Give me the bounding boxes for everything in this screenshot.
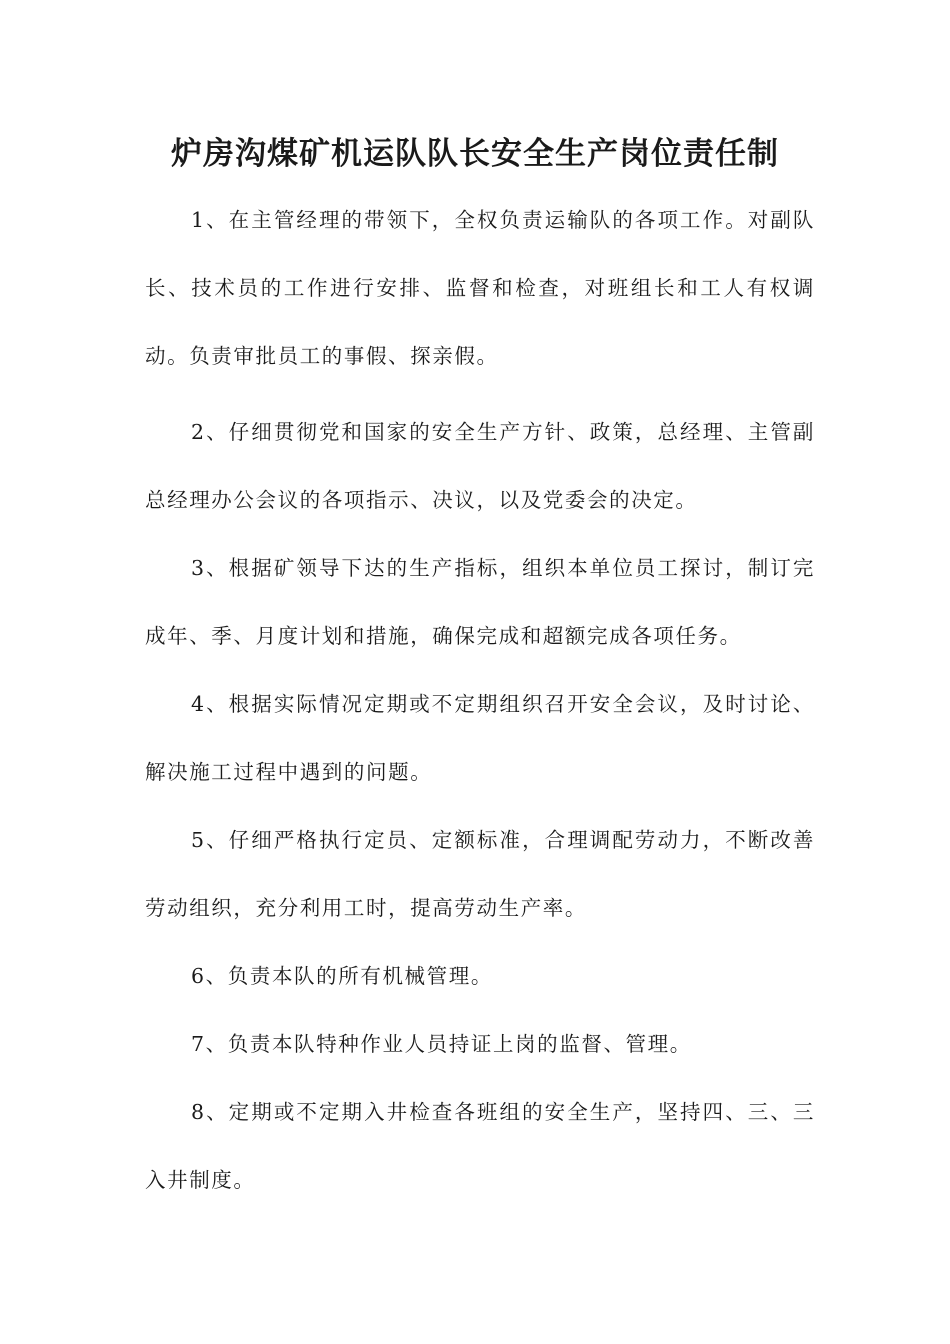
clause-5: 5、仔细严格执行定员、定额标准，合理调配劳动力，不断改善劳动组织，充分利用工时，提高劳动生产率。: [145, 828, 815, 920]
clause-2: 2、仔细贯彻党和国家的安全生产方针、政策，总经理、主管副总经理办公会议的各项指示、决议，以及党委会的决定。: [145, 420, 815, 512]
clause-6: 6、负责本队的所有机械管理。: [191, 964, 493, 988]
clause-4: 4、根据实际情况定期或不定期组织召开安全会议，及时讨论、解决施工过程中遇到的问题。: [145, 692, 815, 784]
document-title: 炉房沟煤矿机运队队长安全生产岗位责任制: [171, 136, 779, 172]
clause-1: 1、在主管经理的带领下，全权负责运输队的各项工作。对副队长、技术员的工作进行安排、监督和检查，对班组长和工人有权调动。负责审批员工的事假、探亲假。: [145, 208, 815, 368]
clause-7: 7、负责本队特种作业人员持证上岗的监督、管理。: [191, 1032, 692, 1056]
clause-8: 8、定期或不定期入井检查各班组的安全生产，坚持四、三、三入井制度。: [145, 1100, 815, 1192]
clause-3: 3、根据矿领导下达的生产指标，组织本单位员工探讨，制订完成年、季、月度计划和措施，确保完成和超额完成各项任务。: [145, 556, 815, 648]
